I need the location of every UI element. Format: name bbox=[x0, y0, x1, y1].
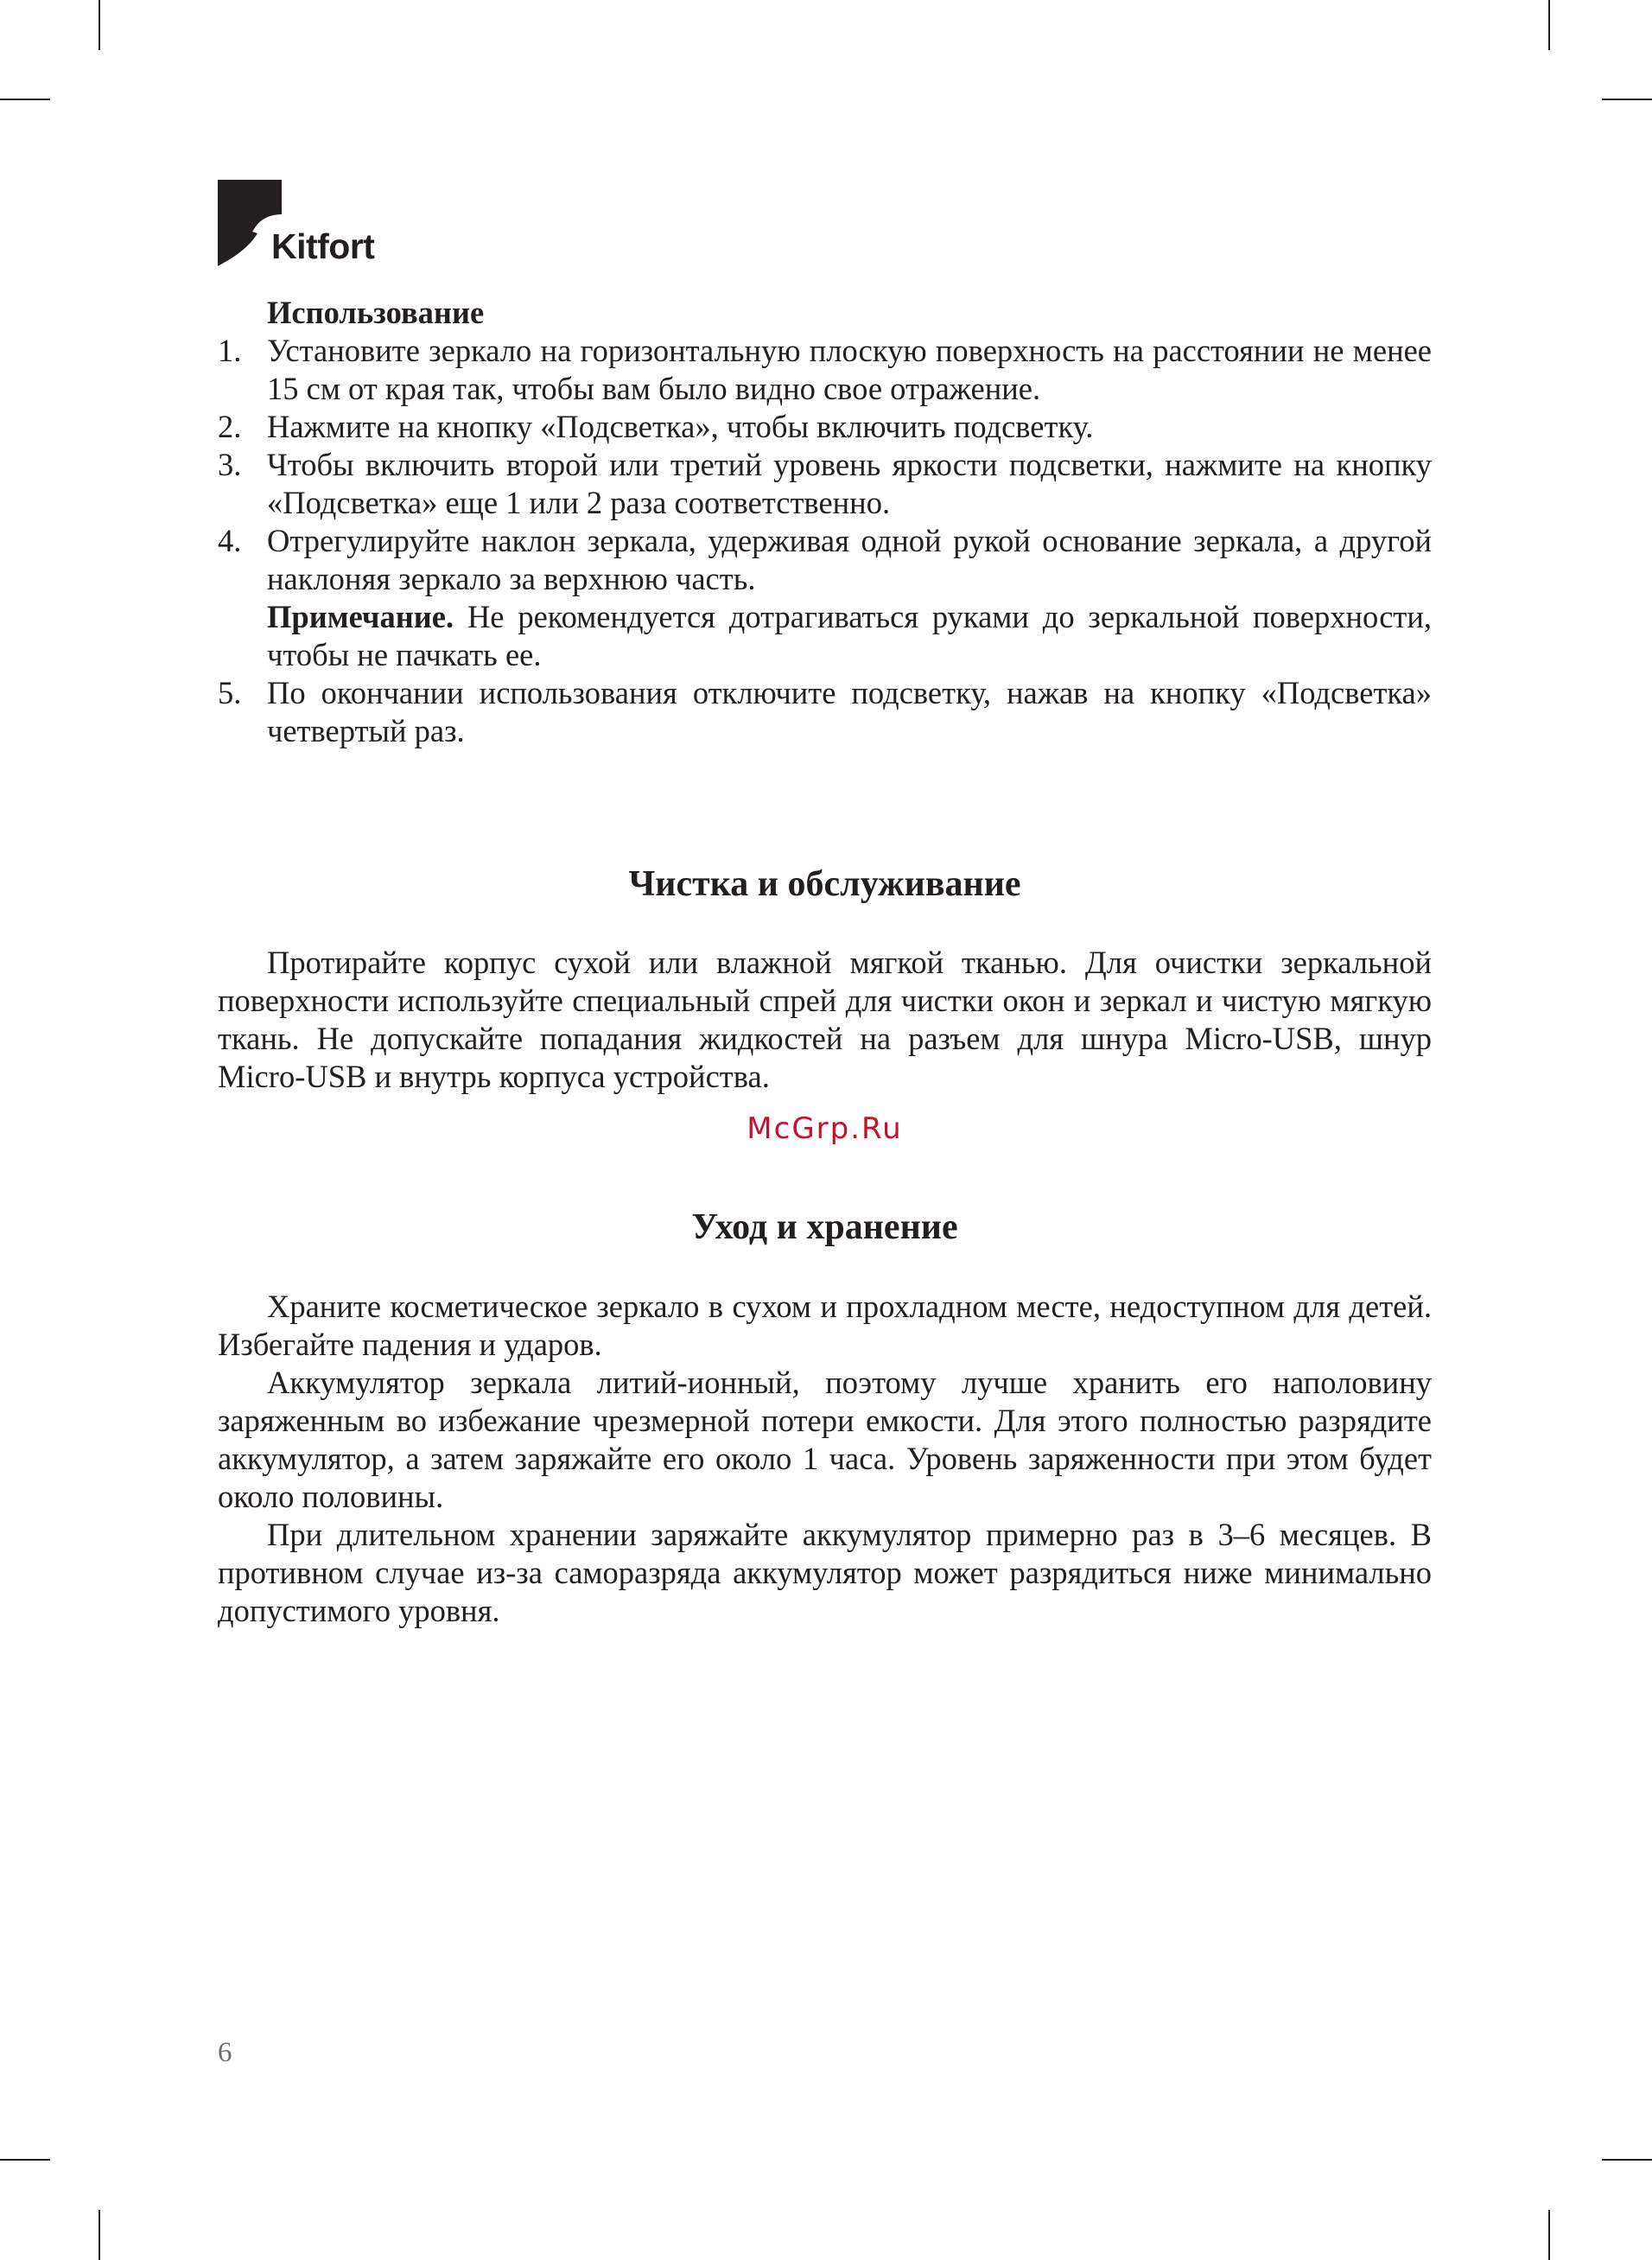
paragraph: Аккумулятор зеркала литий-ионный, поэтому лучше хранить его наполовину заряженным во избежание чрезмерной потери емкости. Для этого полностью разрядите аккумулятор, а затем заряжайте его около 1 часа. Уровень заряженности при этом будет около половины. bbox=[218, 1365, 1432, 1514]
crop-mark-top-right-horizontal bbox=[1602, 99, 1652, 100]
step-number: 3. bbox=[218, 447, 242, 482]
crop-mark-top-left-vertical bbox=[98, 0, 100, 50]
step-number: 4. bbox=[218, 523, 242, 558]
step-text: По окончании использования отключите подсветку, нажав на кнопку «Подсветка» четвертый раз. bbox=[267, 675, 1432, 748]
list-item bbox=[218, 408, 1432, 446]
crop-mark-bottom-right-horizontal bbox=[1602, 2159, 1652, 2161]
step-text: Нажмите на кнопку «Подсветка», чтобы включить подсветку. bbox=[267, 409, 1094, 444]
cleaning-title: Чистка и обслуживание bbox=[628, 864, 1021, 904]
brand-logo bbox=[218, 180, 408, 270]
paragraph: При длительном хранении заряжайте аккумулятор примерно раз в 3–6 месяцев. В противном случае из-за саморазряда аккумулятор может разрядиться ниже минимально допустимого уровня. bbox=[218, 1517, 1432, 1628]
crop-mark-top-left-horizontal bbox=[0, 99, 50, 100]
storage-body bbox=[218, 1288, 1432, 1630]
step-number: 5. bbox=[218, 675, 242, 710]
watermark: McGrp.Ru bbox=[747, 1111, 903, 1146]
list-item bbox=[218, 446, 1432, 522]
crop-mark-bottom-left-horizontal bbox=[0, 2159, 50, 2161]
list-item bbox=[218, 522, 1432, 674]
usage-steps-list bbox=[218, 332, 1432, 750]
usage-section bbox=[218, 294, 1432, 750]
list-item bbox=[218, 674, 1432, 750]
step-text: Отрегулируйте наклон зеркала, удерживая одной рукой основание зеркала, а другой наклоняя зеркало за верхнюю часть. bbox=[267, 523, 1432, 596]
crop-mark-bottom-right-vertical bbox=[1548, 2210, 1550, 2260]
cleaning-body bbox=[218, 944, 1432, 1096]
paragraph: Протирайте корпус сухой или влажной мягкой тканью. Для очистки зеркальной поверхности используйте специальный спрей для чистки окон и зеркал и чистую мягкую ткань. Не допускайте попадания жидкостей на разъем для шнура Micro-USB, шнур Micro-USB и внутрь корпуса устройства. bbox=[218, 945, 1432, 1094]
step-number: 2. bbox=[218, 409, 242, 444]
crop-mark-bottom-left-vertical bbox=[98, 2210, 100, 2260]
paragraph: Храните косметическое зеркало в сухом и прохладном месте, недоступном для детей. Избегайте падения и ударов. bbox=[218, 1289, 1432, 1362]
step-number: 1. bbox=[218, 333, 242, 368]
step-note bbox=[267, 598, 1432, 674]
usage-heading: Использование bbox=[267, 295, 485, 330]
step-text: Чтобы включить второй или третий уровень яркости подсветки, нажмите на кнопку «Подсветка» еще 1 или 2 раза соответственно. bbox=[267, 447, 1432, 520]
note-text: Не рекомендуется дотрагиваться руками до зеркальной поверхности, чтобы не пачкать ее. bbox=[267, 599, 1432, 672]
brand-name: Kitfort bbox=[271, 226, 375, 266]
list-item bbox=[218, 332, 1432, 408]
crop-mark-top-right-vertical bbox=[1548, 0, 1550, 50]
step-text: Установите зеркало на горизонтальную плоскую поверхность на расстоянии не менее 15 см от края так, чтобы вам было видно свое отражение. bbox=[267, 333, 1432, 406]
note-label: Примечание. bbox=[267, 599, 454, 634]
storage-title: Уход и хранение bbox=[691, 1207, 958, 1247]
page-number: 6 bbox=[218, 2037, 232, 2068]
